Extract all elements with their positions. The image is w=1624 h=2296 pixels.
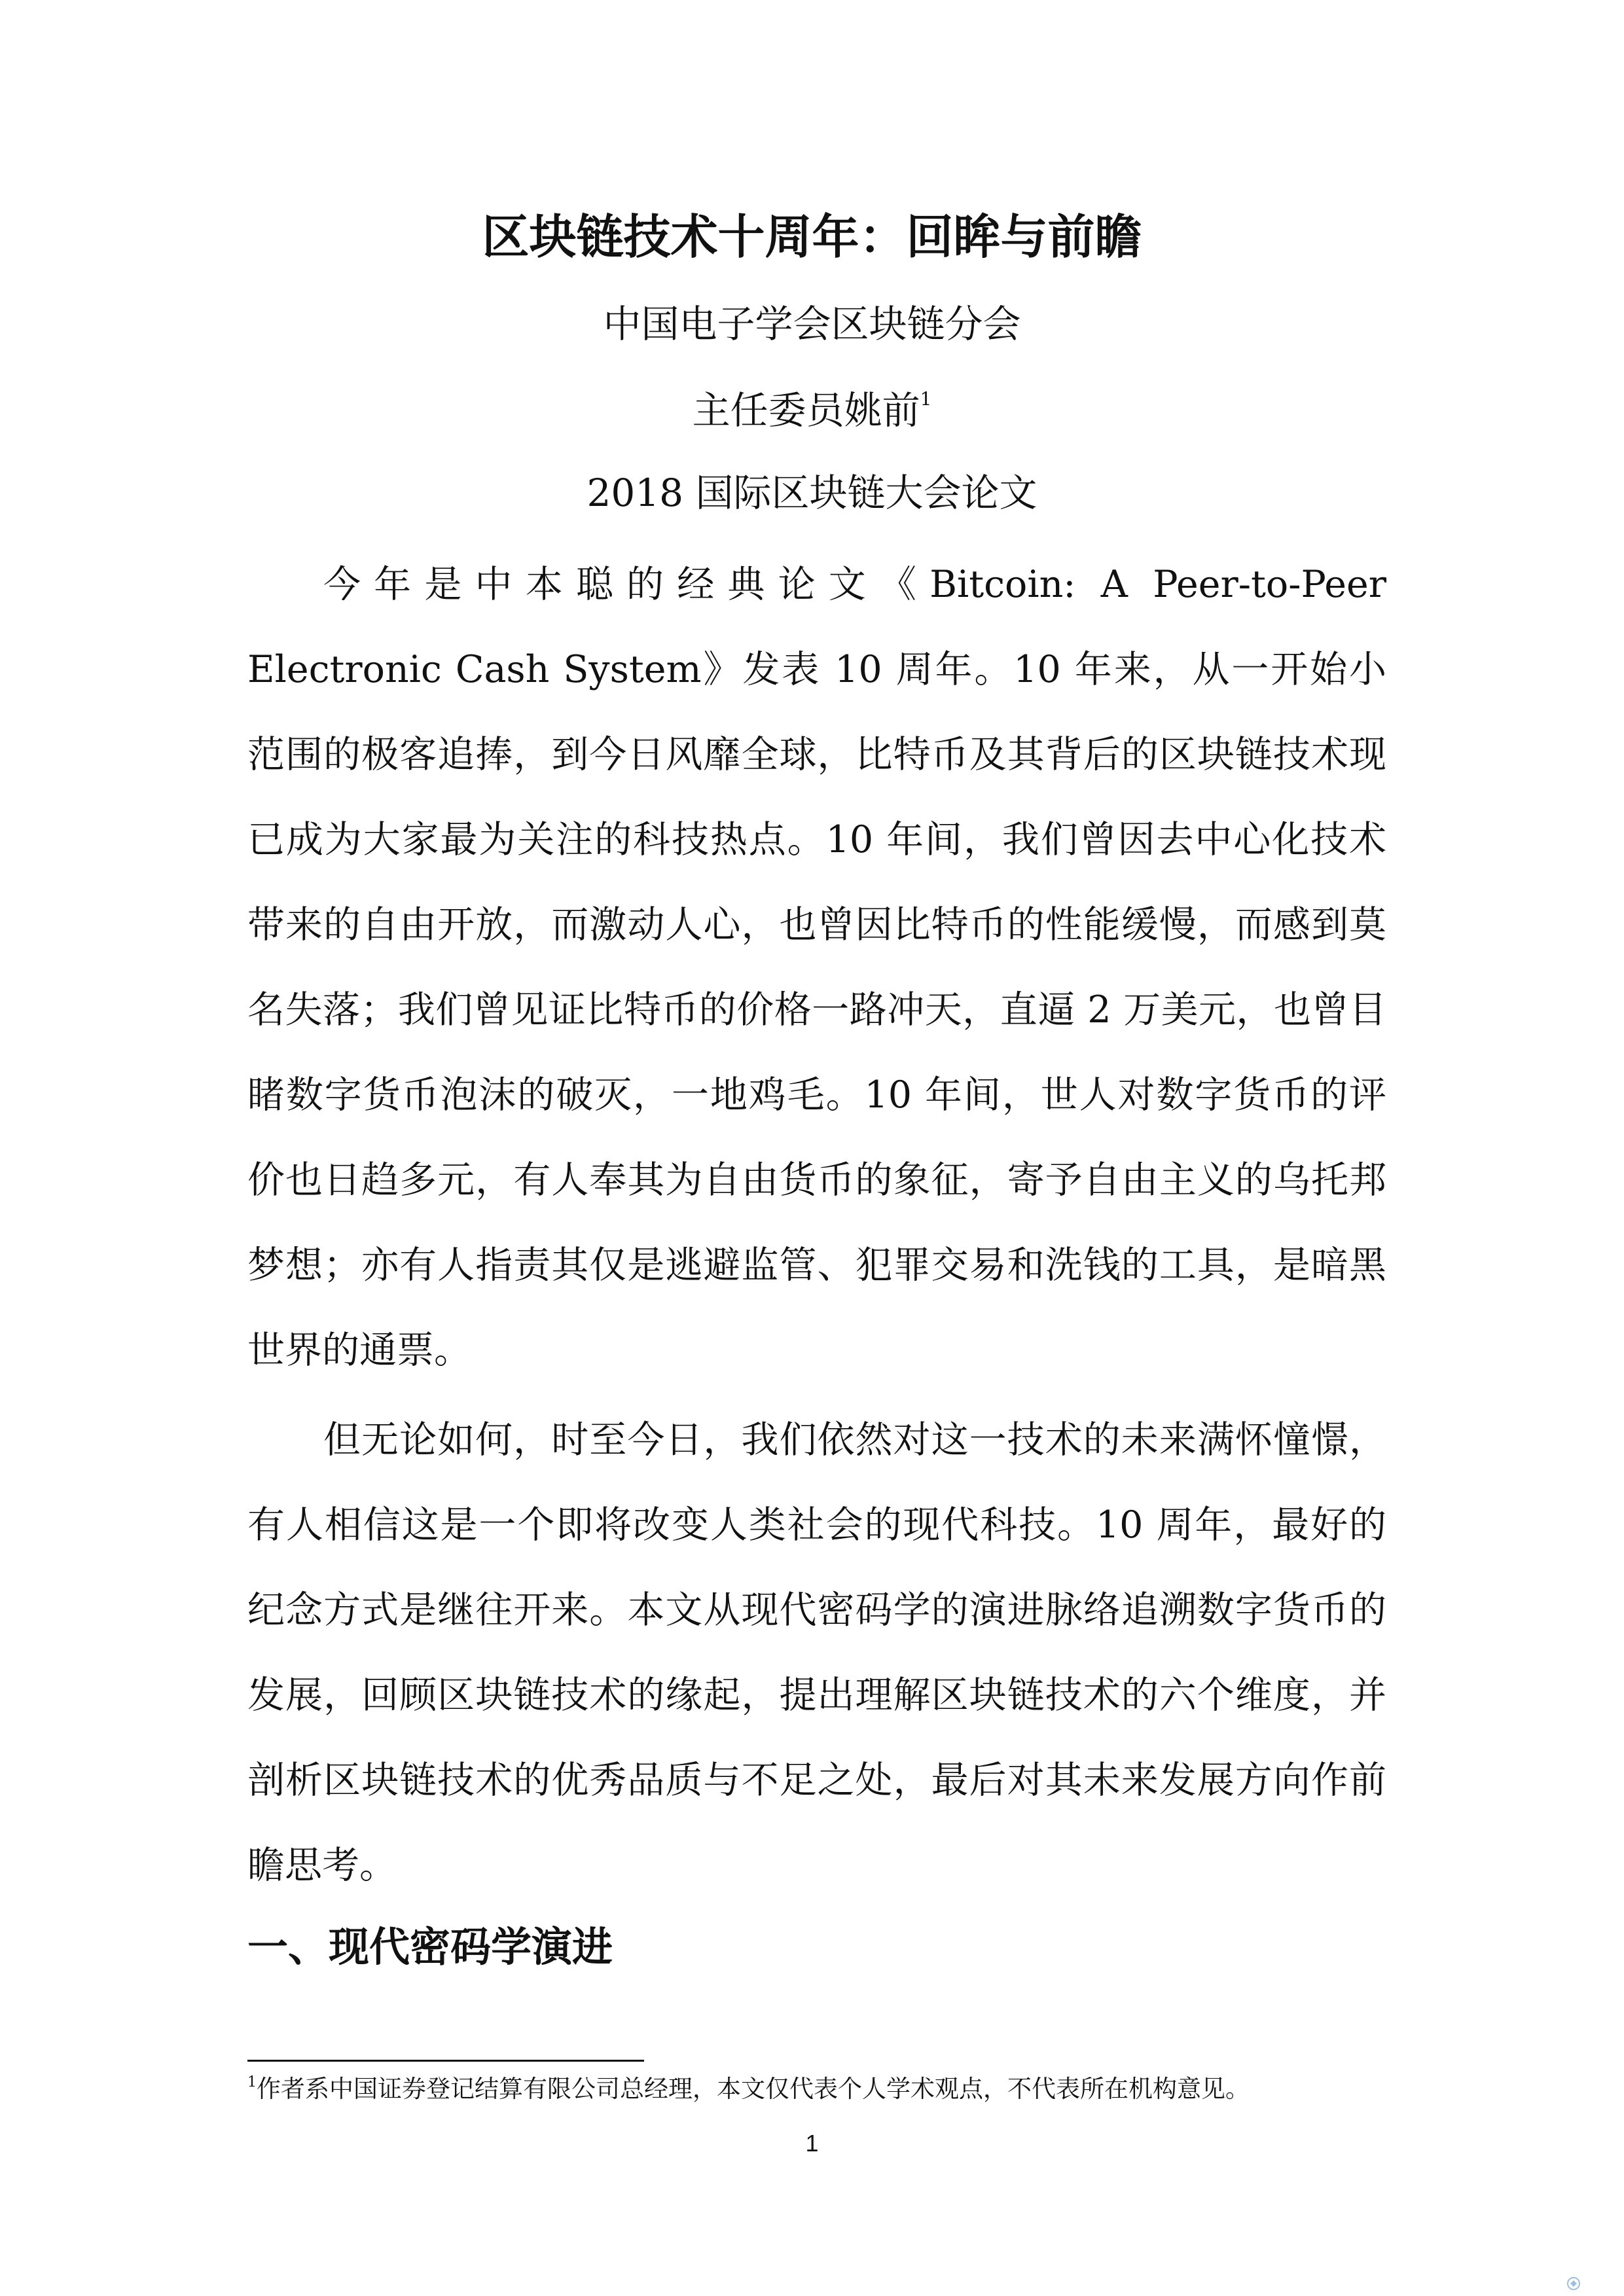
footnote-mark: 1 <box>247 2074 257 2090</box>
footnote-divider <box>247 2060 644 2062</box>
conference-line: 2018 国际区块链大会论文 <box>586 471 1038 515</box>
page-number: 1 <box>805 2130 819 2157</box>
organization-line: 中国电子学会区块链分会 <box>603 302 1021 346</box>
section-heading: 一、现代密码学演进 <box>247 1923 613 1971</box>
watermark-logo <box>1566 2275 1619 2292</box>
author-line <box>0 384 1624 437</box>
author-footnote-mark: 1 <box>920 388 932 410</box>
body-paragraph-2: 但无论如何，时至今日，我们依然对这一技术的未来满怀憧憬，有人相信这是一个即将改变人类社会的现代科技。10 周年，最好的纪念方式是继往开来。本文从现代密码学的演进脉络追溯数字货币的发展，回顾区块链技术的缘起，提出理解区块链技术的六个维度，并剖析区块链技术的优秀品质与不足之处，最后对其未来发展方向作前瞻思考。 <box>247 1418 1386 1887</box>
site-logo-icon <box>1566 2276 1581 2291</box>
body-paragraph-1: 今年是中本聪的经典论文《Bitcoin: A Peer-to-Peer Electronic Cash System》发表 10 周年。10 年来，从一开始小范围的极客追捧，到今日风靡全球，比特币及其背后的区块链技术现已成为大家最为关注的科技热点。10 年间，我们曾因去中心化技术带来的自由开放，而激动人心，也曾因比特币的性能缓慢，而感到莫名失落；我们曾见证比特币的价格一路冲天，直逼 2 万美元，也曾目睹数字货币泡沫的破灭，一地鸡毛。10 年间，世人对数字货币的评价也日趋多元，有人奉其为自由货币的象征，寄予自由主义的乌托邦梦想；亦有人指责其仅是逃避监管、犯罪交易和洗钱的工具，是暗黑世界的通票。 <box>247 563 1386 1372</box>
footnote-text: 作者系中国证券登记结算有限公司总经理，本文仅代表个人学术观点，不代表所在机构意见。 <box>257 2075 1250 2103</box>
page-title: 区块链技术十周年：回眸与前瞻 <box>482 209 1142 264</box>
footnote <box>247 2070 1250 2109</box>
author-name: 主任委员姚前 <box>692 388 920 433</box>
